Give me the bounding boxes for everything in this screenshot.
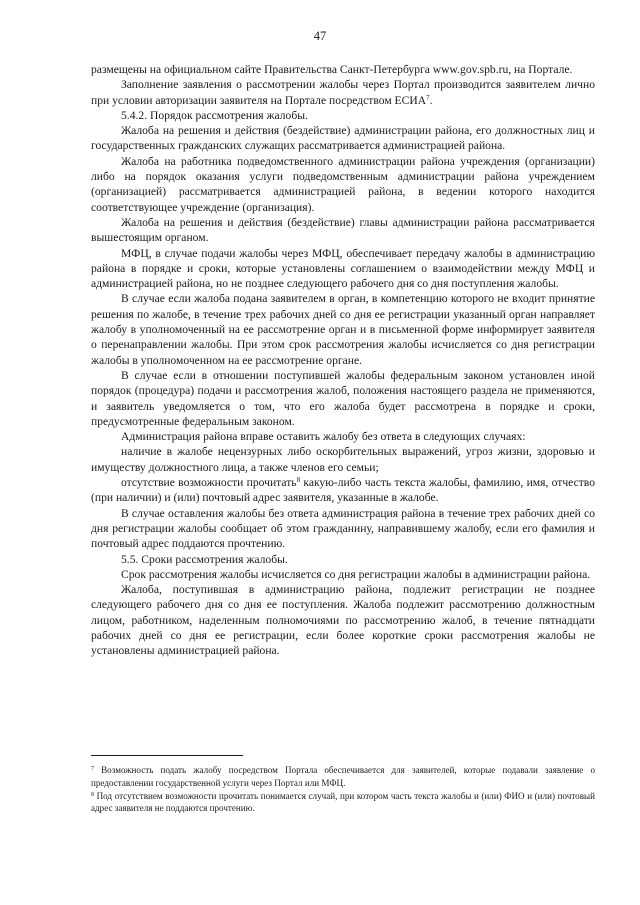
paragraph: Заполнение заявления о рассмотрении жалобы через Портал производится заявителем лично при условии авторизации заявителя на Портале посредством ЕСИА$^7$. <box>91 78 595 107</box>
document-body <box>91 62 595 659</box>
paragraph: Жалоба, поступившая в администрацию района, подлежит регистрации не позднее следующего рабочего дня со дня ее поступления. Жалоба подлежит рассмотрению должностным лицом, работником, наделенным полномочиями по рассмотрению жалоб, в течение пятнадцати рабочих дней со дня ее регистрации, если более короткие сроки рассмотрения жалобы не установлены администрацией района. <box>91 583 595 658</box>
paragraph: Жалоба на решения и действия (бездействие) главы администрации района рассматривается вышестоящим органом. <box>91 215 595 245</box>
paragraph: Жалоба на решения и действия (бездействие) администрации района, его должностных лиц и государственных гражданских служащих рассматривается администрацией района. <box>91 124 595 153</box>
footnote-marker: 7 <box>91 766 94 772</box>
paragraph: Администрация района вправе оставить жалобу без ответа в следующих случаях: <box>121 430 526 444</box>
paragraph: Жалоба на работника подведомственного администрации района учреждения (организации) либо на порядок оказания услуги подведомственным администрации района учреждением (организацией) рассматривается администрацией района, в ведении которого находится соответствующее учреждение (организация). <box>91 154 595 214</box>
footnote-divider <box>91 755 243 756</box>
paragraph: размещены на официальном сайте Правительства Санкт-Петербурга www.gov.spb.ru, на Портале. <box>91 63 573 76</box>
paragraph: В случае оставления жалобы без ответа администрация района в течение трех рабочих дней со дня регистрации жалобы сообщает об этом гражданину, направившему жалобу, если его фамилия и почтовый адрес поддаются прочтению. <box>91 506 595 551</box>
footnote-ref: 8 <box>296 476 301 485</box>
section-heading: 5.5. Сроки рассмотрения жалобы. <box>121 552 288 566</box>
paragraph: В случае если в отношении поступившей жалобы федеральным законом установлен иной порядок (процедура) подачи и рассмотрения жалоб, положения настоящего раздела не применяются, и заявитель уведомляется о том, что его жалоба будет рассмотрена в порядке и сроки, предусмотренные федеральным законом. <box>91 368 595 428</box>
page-number: 47 <box>313 29 327 43</box>
paragraph: МФЦ, в случае подачи жалобы через МФЦ, обеспечивает передачу жалобы в администрацию района в порядке и сроки, которые установлены соглашением о взаимодействии между МФЦ и администрацией района, но не позднее следующего рабочего дня со дня поступления жалобы. <box>91 246 595 291</box>
footnote: $^8$ Под отсутствием возможности прочитать понимается случай, при котором часть текста жалобы и (или) ФИО и (или) почтовый адрес заявителя не поддаются прочтению. <box>91 790 595 814</box>
footnotes <box>91 764 595 815</box>
section-heading: 5.4.2. Порядок рассмотрения жалобы. <box>121 108 308 122</box>
footnote-ref: 7 <box>426 93 430 102</box>
footnote-marker: 8 <box>91 791 94 798</box>
list-item: наличие в жалобе нецензурных либо оскорбительных выражений, угроз жизни, здоровью и имуществу должностного лица, а также членов его семьи; <box>91 445 595 474</box>
footnote: $^7$ Возможность подать жалобу посредством Портала обеспечивается для заявителей, которые подавали заявление о предоставлении государственной услуги через Портал или МФЦ. <box>91 765 595 788</box>
paragraph: В случае если жалоба подана заявителем в орган, в компетенцию которого не входит принятие решения по жалобе, в течение трех рабочих дней со дня ее регистрации указанный орган направляет жалобу в уполномоченный на ее рассмотрение орган и в письменной форме информирует заявителя о перенаправлении жалобы. При этом срок рассмотрения жалобы исчисляется со дня регистрации жалобы в уполномоченном на ее рассмотрение органе. <box>91 292 595 367</box>
list-item: отсутствие возможности прочитать$^8$ какую-либо часть текста жалобы, фамилию, имя, отчество (при наличии) и (или) почтовый адрес заявителя, указанные в жалобе. <box>91 476 596 505</box>
paragraph: Срок рассмотрения жалобы исчисляется со дня регистрации жалобы в администрации района. <box>121 567 591 581</box>
